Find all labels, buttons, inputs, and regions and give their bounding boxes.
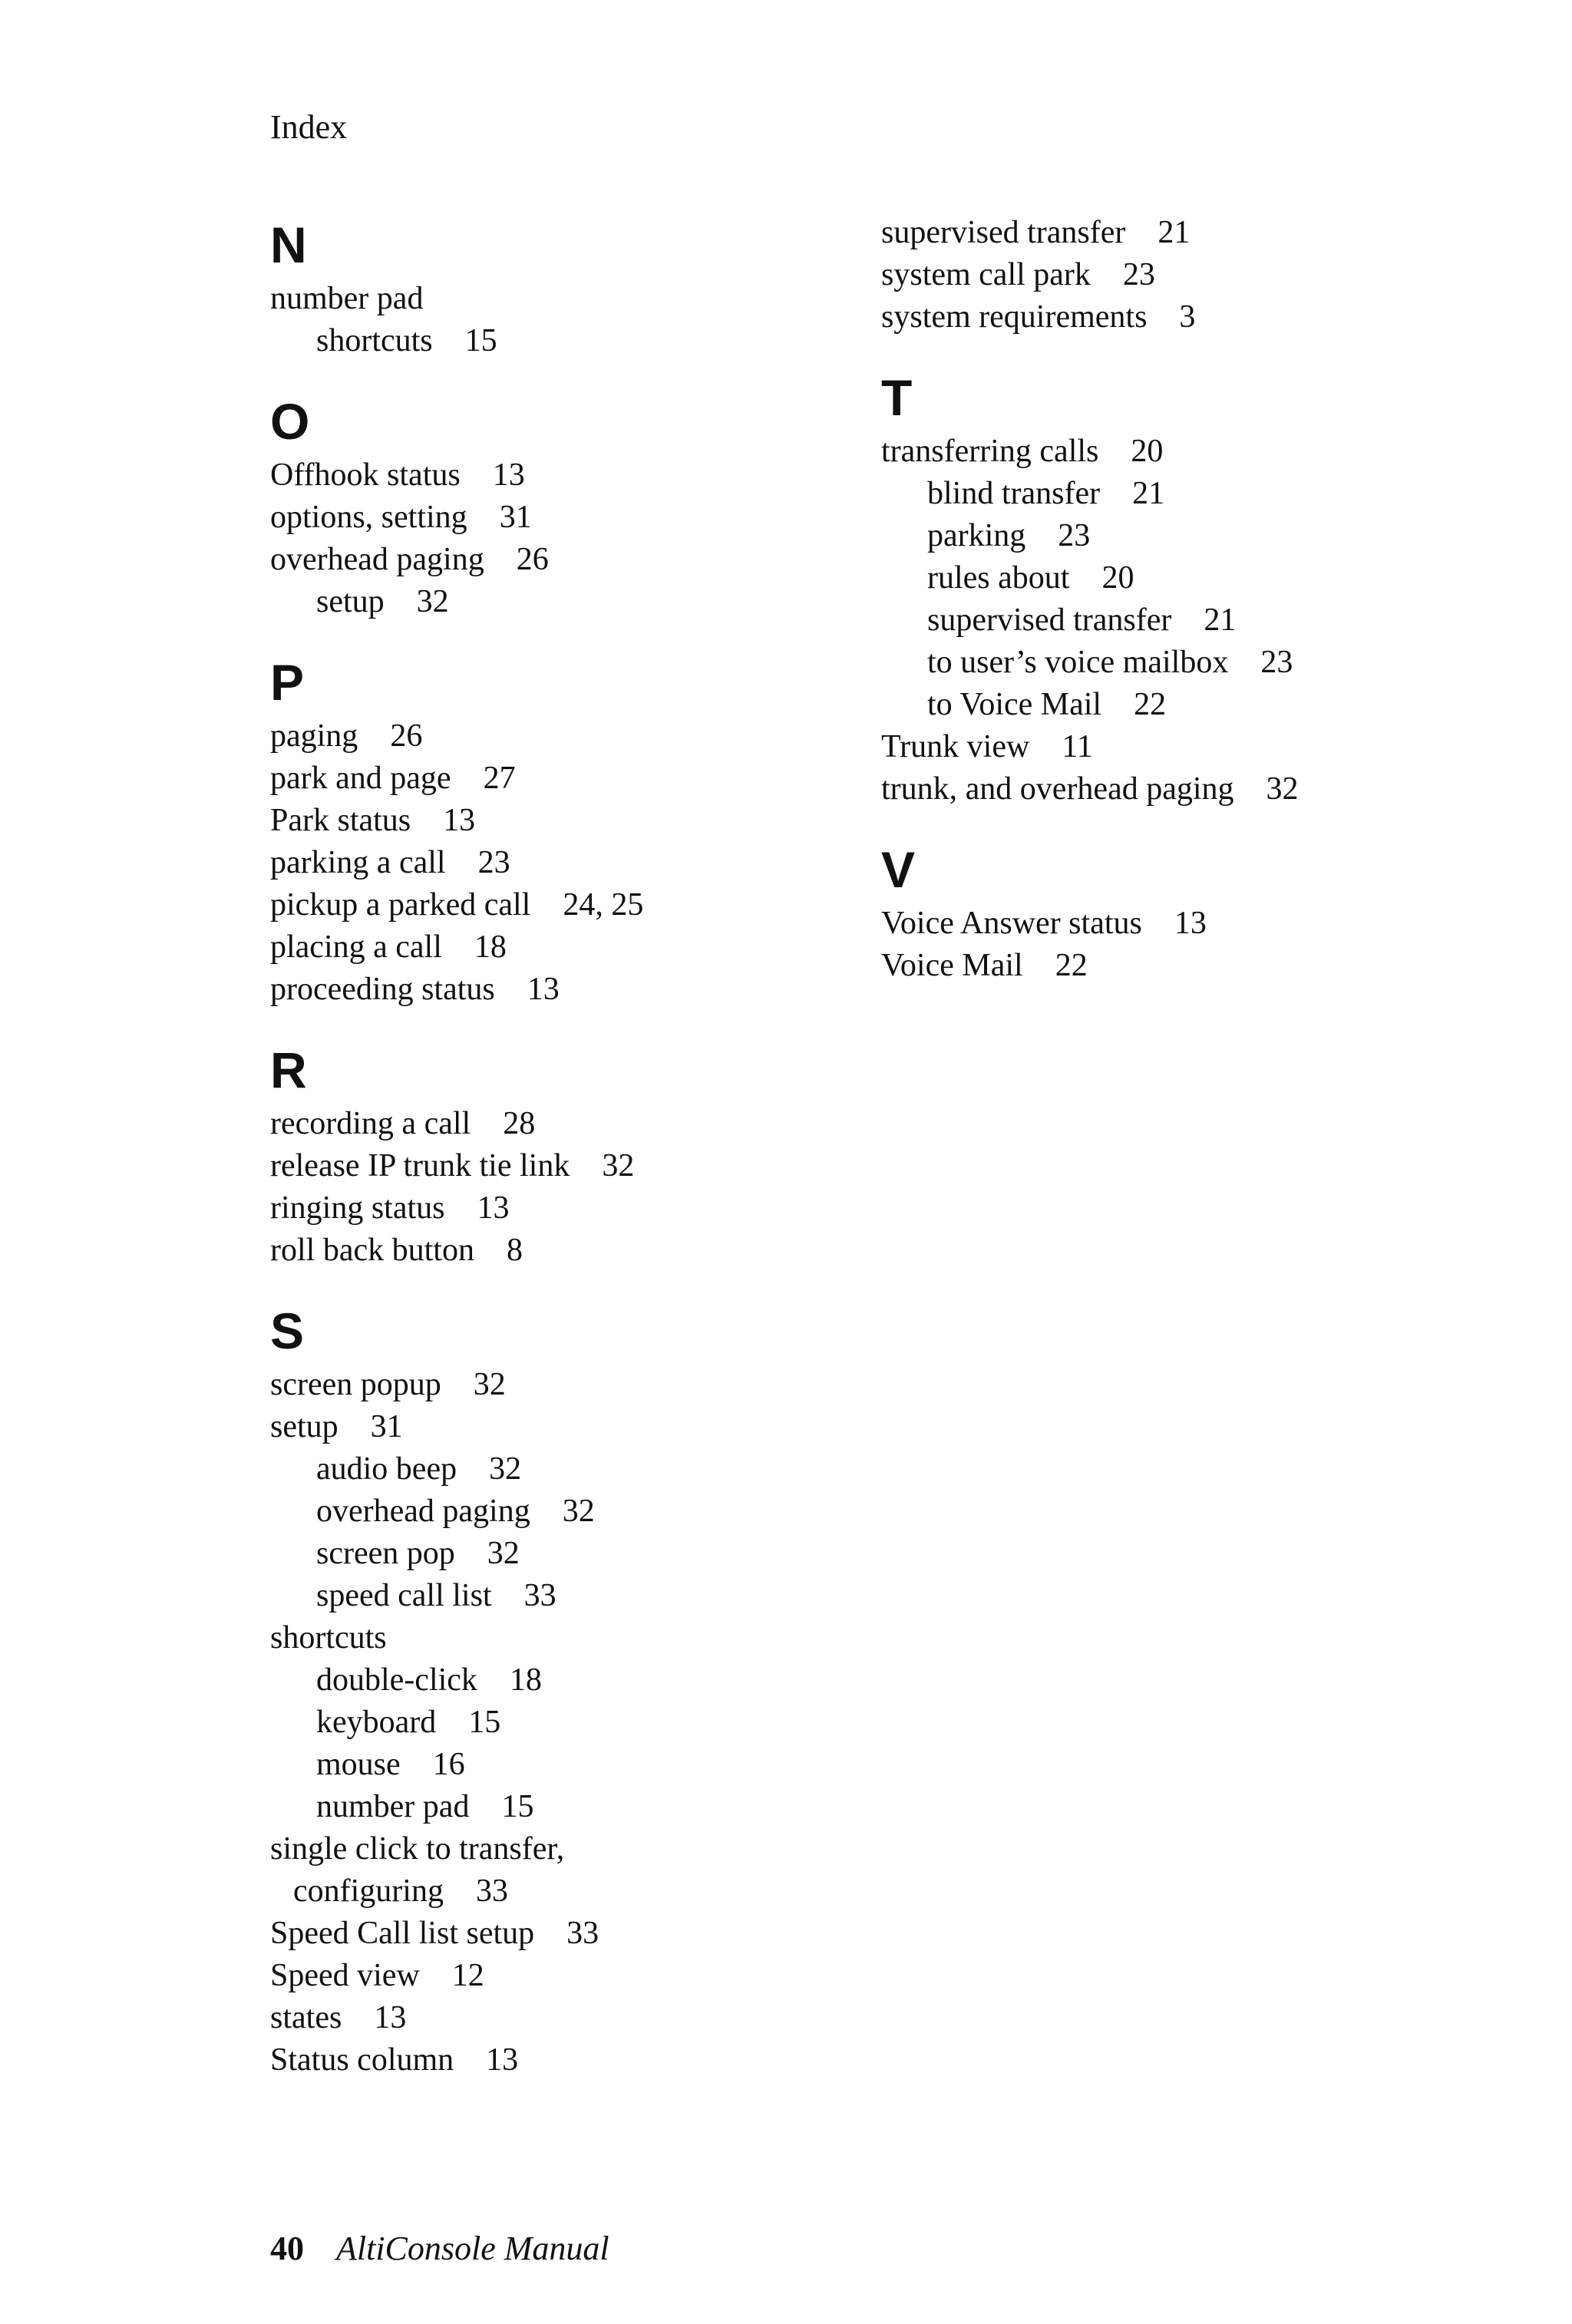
index-entry xyxy=(270,1828,807,1870)
entry-page-ref: 20 xyxy=(1131,434,1164,469)
entry-term: keyboard xyxy=(316,1705,437,1740)
entry-term: configuring xyxy=(293,1873,444,1909)
entry-page-ref: 12 xyxy=(451,1958,484,1993)
entry-page-ref: 28 xyxy=(503,1106,536,1141)
entry-page-ref: 33 xyxy=(523,1578,556,1613)
index-entry xyxy=(881,557,1418,599)
entry-term: roll back button xyxy=(270,1233,474,1268)
index-entry xyxy=(270,1103,807,1145)
index-entry xyxy=(270,1744,807,1786)
index-entry xyxy=(270,1490,807,1533)
entry-term: Voice Mail xyxy=(881,948,1023,983)
entry-page-ref: 18 xyxy=(474,929,507,965)
entry-term: double-click xyxy=(316,1662,477,1698)
index-section xyxy=(270,394,807,623)
entry-page-ref: 13 xyxy=(374,2000,407,2035)
index-entry xyxy=(881,515,1418,557)
entry-page-ref: 21 xyxy=(1158,215,1191,250)
entry-term: overhead paging xyxy=(270,542,484,577)
running-head: Index xyxy=(270,108,348,146)
entry-term: shortcuts xyxy=(270,1620,387,1656)
entry-page-ref: 23 xyxy=(477,845,510,880)
section-letter: V xyxy=(881,841,916,898)
entry-term: setup xyxy=(316,584,385,619)
document-title: AltiConsole Manual xyxy=(336,2230,609,2267)
entry-page-ref: 20 xyxy=(1101,560,1134,596)
entry-term: trunk, and overhead paging xyxy=(881,771,1234,807)
index-entry xyxy=(270,1187,807,1230)
entry-term: Speed view xyxy=(270,1958,420,1993)
entry-page-ref: 13 xyxy=(492,457,525,493)
index-entry xyxy=(270,454,807,497)
entry-term: Trunk view xyxy=(881,729,1030,764)
entry-page-ref: 23 xyxy=(1260,645,1293,680)
entry-term: parking a call xyxy=(270,845,446,880)
entry-term: Speed Call list setup xyxy=(270,1916,535,1951)
entry-term: transferring calls xyxy=(881,434,1099,469)
index-entry xyxy=(881,642,1418,684)
entry-term: paging xyxy=(270,718,358,754)
page-footer xyxy=(270,2229,609,2269)
index-entry xyxy=(270,1533,807,1575)
entry-page-ref: 26 xyxy=(516,542,549,577)
index-section xyxy=(270,1304,807,2081)
entry-term: states xyxy=(270,2000,342,2035)
entry-term: screen pop xyxy=(316,1536,455,1571)
entry-page-ref: 3 xyxy=(1179,299,1196,335)
index-entry xyxy=(270,758,807,800)
entry-page-ref: 21 xyxy=(1204,602,1237,638)
index-column-left xyxy=(270,212,807,2114)
entry-term: park and page xyxy=(270,761,451,796)
entry-page-ref: 8 xyxy=(506,1233,523,1268)
index-entry xyxy=(270,1145,807,1187)
entry-term: release IP trunk tie link xyxy=(270,1148,570,1183)
section-letter: S xyxy=(270,1302,305,1359)
index-entry xyxy=(881,431,1418,473)
index-entry xyxy=(270,539,807,581)
index-section xyxy=(881,212,1418,338)
entry-page-ref: 16 xyxy=(432,1747,465,1782)
entry-term: mouse xyxy=(316,1747,401,1782)
entry-page-ref: 32 xyxy=(489,1451,522,1487)
entry-term: to user’s voice mailbox xyxy=(927,645,1229,680)
entry-term: options, setting xyxy=(270,500,467,535)
index-entry xyxy=(881,684,1418,726)
entry-page-ref: 32 xyxy=(562,1494,595,1529)
entry-page-ref: 32 xyxy=(416,584,449,619)
entry-term: placing a call xyxy=(270,929,442,965)
entry-term: number pad xyxy=(270,281,424,316)
section-letter: T xyxy=(881,369,913,426)
entry-term: audio beep xyxy=(316,1451,457,1487)
entry-term: Offhook status xyxy=(270,457,461,493)
entry-page-ref: 21 xyxy=(1132,476,1165,511)
entry-page-ref: 32 xyxy=(602,1148,635,1183)
index-entry xyxy=(881,945,1418,987)
entry-page-ref: 27 xyxy=(483,761,516,796)
index-entry xyxy=(881,254,1418,296)
entry-page-ref: 31 xyxy=(499,500,532,535)
section-letter: N xyxy=(270,216,307,273)
index-entry xyxy=(270,320,807,362)
index-entry xyxy=(270,1870,807,1913)
entry-page-ref: 15 xyxy=(468,1705,501,1740)
entry-term: Voice Answer status xyxy=(881,906,1142,941)
page-number: 40 xyxy=(270,2230,304,2267)
entry-page-ref: 33 xyxy=(566,1916,599,1951)
entry-page-ref: 13 xyxy=(477,1190,510,1226)
index-entry xyxy=(881,296,1418,338)
index-entry xyxy=(270,1406,807,1448)
entry-term: system requirements xyxy=(881,299,1148,335)
index-entry xyxy=(270,1659,807,1702)
index-section xyxy=(270,655,807,1011)
index-entry xyxy=(270,715,807,758)
entry-page-ref: 18 xyxy=(509,1662,542,1698)
entry-term: pickup a parked call xyxy=(270,887,531,923)
entry-page-ref: 33 xyxy=(475,1873,508,1909)
index-entry xyxy=(270,1617,807,1659)
entry-term: supervised transfer xyxy=(881,215,1126,250)
index-entry xyxy=(270,1702,807,1744)
entry-term: speed call list xyxy=(316,1578,492,1613)
entry-term: ringing status xyxy=(270,1190,445,1226)
entry-term: Status column xyxy=(270,2042,454,2078)
entry-term: shortcuts xyxy=(316,323,433,358)
index-entry xyxy=(881,768,1418,810)
entry-page-ref: 31 xyxy=(370,1409,403,1444)
entry-page-ref: 22 xyxy=(1055,948,1088,983)
index-entry xyxy=(270,1364,807,1406)
index-entry xyxy=(270,842,807,884)
index-section xyxy=(881,371,1418,810)
index-entry xyxy=(881,473,1418,515)
entry-page-ref: 22 xyxy=(1134,687,1167,722)
entry-page-ref: 26 xyxy=(390,718,423,754)
entry-term: number pad xyxy=(316,1789,470,1824)
entry-term: setup xyxy=(270,1409,339,1444)
index-entry xyxy=(270,1913,807,1955)
index-entry xyxy=(881,212,1418,254)
entry-page-ref: 13 xyxy=(443,803,476,838)
entry-page-ref: 24, 25 xyxy=(563,887,644,923)
section-letter: P xyxy=(270,654,305,711)
entry-term: proceeding status xyxy=(270,972,495,1007)
entry-term: rules about xyxy=(927,560,1070,596)
section-letter: O xyxy=(270,393,310,450)
entry-term: parking xyxy=(927,518,1026,553)
index-section xyxy=(881,843,1418,987)
index-entry xyxy=(270,1448,807,1490)
index-entry xyxy=(881,599,1418,642)
index-section xyxy=(270,218,807,362)
entry-term: system call park xyxy=(881,257,1091,292)
entry-page-ref: 32 xyxy=(487,1536,520,1571)
entry-term: Park status xyxy=(270,803,411,838)
entry-term: blind transfer xyxy=(927,476,1101,511)
index-entry xyxy=(270,1997,807,2039)
index-entry xyxy=(270,926,807,969)
entry-term: single click to transfer, xyxy=(270,1831,565,1867)
index-entry xyxy=(270,278,807,320)
index-column-right xyxy=(881,212,1418,1019)
index-entry xyxy=(270,1786,807,1828)
entry-page-ref: 15 xyxy=(501,1789,534,1824)
entry-term: supervised transfer xyxy=(927,602,1172,638)
entry-term: to Voice Mail xyxy=(927,687,1102,722)
index-entry xyxy=(270,800,807,842)
entry-page-ref: 13 xyxy=(1174,906,1207,941)
entry-page-ref: 23 xyxy=(1122,257,1155,292)
entry-page-ref: 15 xyxy=(464,323,497,358)
index-entry xyxy=(270,581,807,623)
index-entry xyxy=(881,903,1418,945)
index-entry xyxy=(270,497,807,539)
index-section xyxy=(270,1043,807,1272)
index-entry xyxy=(270,884,807,926)
entry-page-ref: 32 xyxy=(1266,771,1299,807)
index-entry xyxy=(270,969,807,1011)
entry-term: recording a call xyxy=(270,1106,471,1141)
entry-page-ref: 32 xyxy=(473,1367,506,1402)
index-entry xyxy=(270,1575,807,1617)
section-letter: R xyxy=(270,1042,307,1098)
entry-term: overhead paging xyxy=(316,1494,530,1529)
entry-page-ref: 23 xyxy=(1058,518,1091,553)
entry-page-ref: 13 xyxy=(486,2042,519,2078)
index-entry xyxy=(270,1955,807,1997)
index-entry xyxy=(881,726,1418,768)
entry-page-ref: 13 xyxy=(527,972,560,1007)
entry-term: screen popup xyxy=(270,1367,441,1402)
index-entry xyxy=(270,1230,807,1272)
entry-page-ref: 11 xyxy=(1062,729,1093,764)
index-entry xyxy=(270,2039,807,2081)
